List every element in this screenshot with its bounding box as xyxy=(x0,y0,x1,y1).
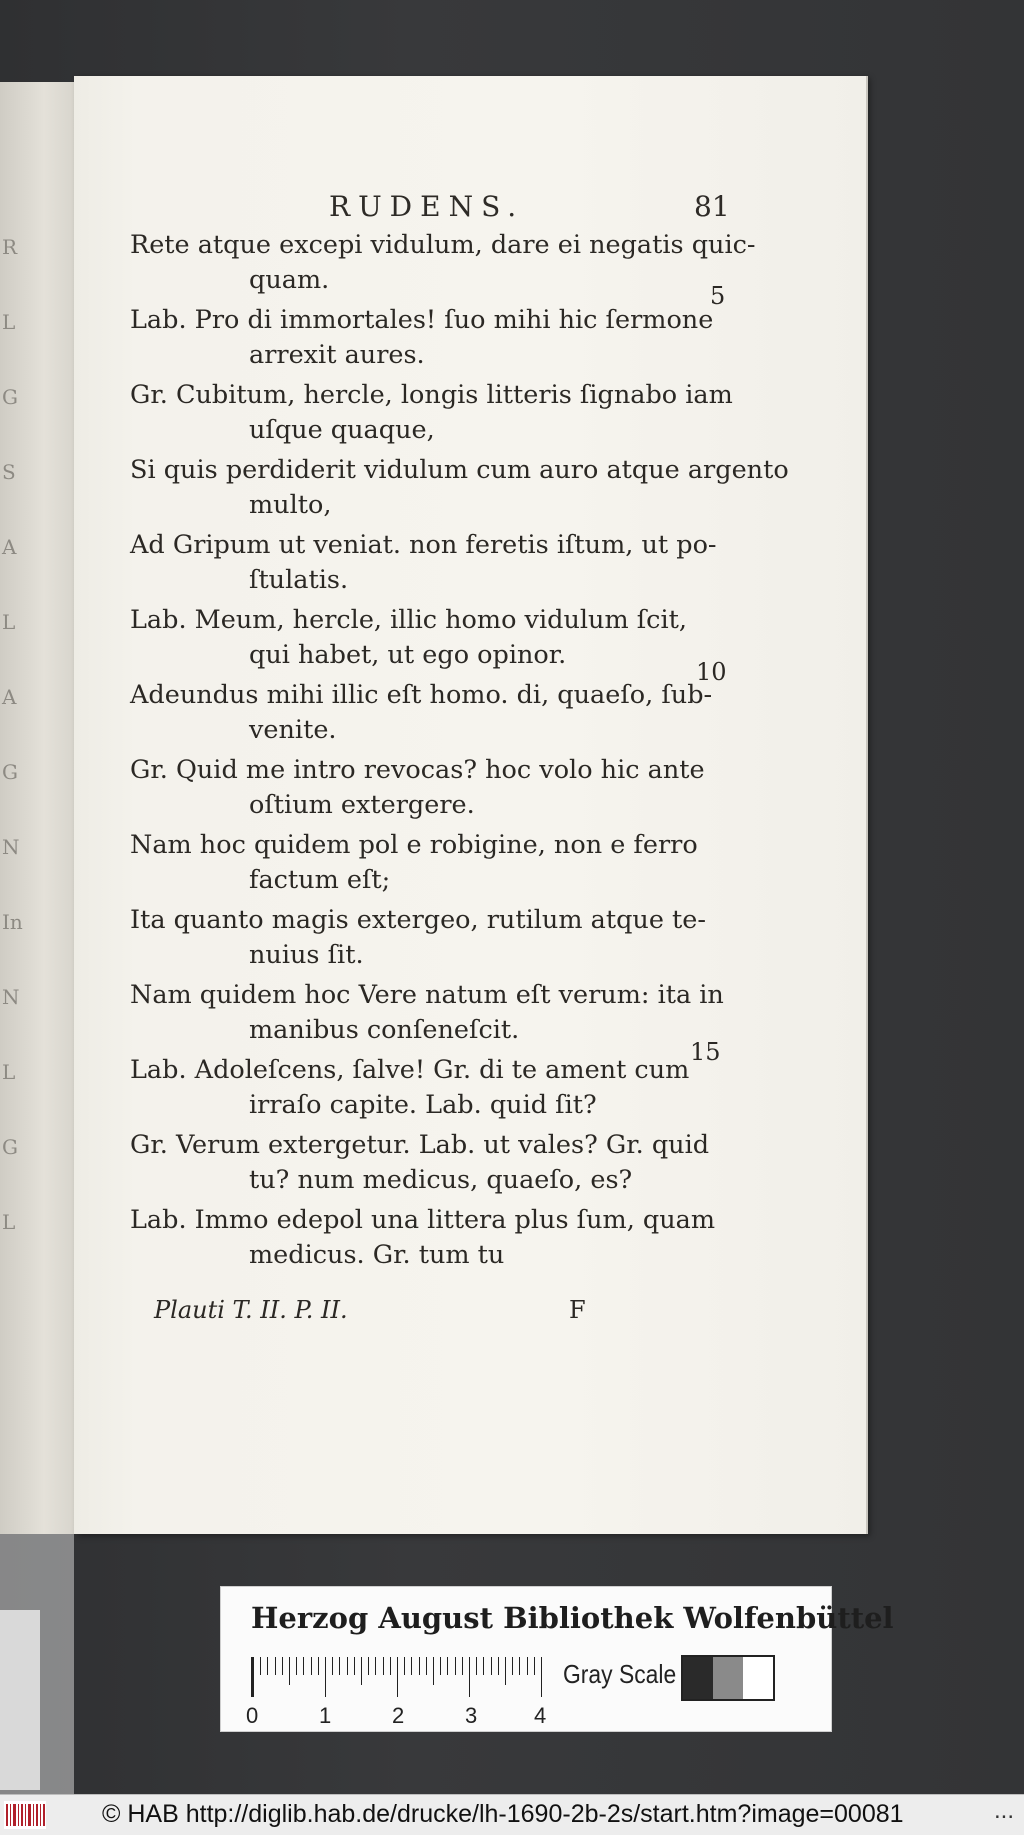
book-page xyxy=(74,76,866,1534)
ruler-tick xyxy=(469,1657,470,1697)
text-line: multo, xyxy=(249,490,332,520)
ruler-tick xyxy=(498,1657,499,1675)
ruler-tick xyxy=(347,1657,348,1675)
ruler-tick xyxy=(275,1657,276,1675)
edge-letter: L xyxy=(2,1210,16,1234)
gray-swatch xyxy=(713,1657,743,1699)
ruler-tick xyxy=(267,1657,268,1675)
printer-signature: Plauti T. II. P. II. xyxy=(154,1296,348,1324)
line-number: 10 xyxy=(696,658,727,686)
edge-letter: L xyxy=(2,1060,16,1084)
edge-letter: A xyxy=(2,685,17,709)
ruler-tick xyxy=(296,1657,297,1675)
ruler-tick xyxy=(361,1657,362,1685)
line-number: 15 xyxy=(690,1038,721,1066)
ruler-number: 4 xyxy=(534,1703,547,1728)
text-line: Lab. Meum, hercle, illic homo vidulum ſcit, xyxy=(130,605,687,635)
edge-letter: L xyxy=(2,610,16,634)
ruler-tick xyxy=(512,1657,513,1675)
ruler-tick xyxy=(426,1657,427,1675)
ruler-tick xyxy=(282,1657,283,1675)
viewer-footer xyxy=(0,1794,1024,1835)
gray-swatch xyxy=(743,1657,773,1699)
text-line: Nam hoc quidem pol e robigine, non e ferro xyxy=(130,830,698,860)
ruler-tick xyxy=(383,1657,384,1675)
signature-letter: F xyxy=(569,1296,586,1324)
ruler-tick xyxy=(339,1657,340,1675)
gray-scale-label: Gray Scale xyxy=(563,1659,677,1689)
edge-letter: G xyxy=(2,760,18,784)
ruler-tick xyxy=(519,1657,520,1675)
scale-ruler xyxy=(251,1657,543,1697)
text-line: Lab. Immo edepol una littera plus ſum, quam xyxy=(130,1205,716,1235)
text-line: medicus. Gr. tum tu xyxy=(249,1240,505,1270)
text-line: Gr. Quid me intro revocas? hoc volo hic ante xyxy=(130,755,705,785)
edge-letter: R xyxy=(2,235,18,259)
ruler-tick xyxy=(253,1657,254,1697)
text-line: quam. xyxy=(249,265,330,295)
ruler-tick xyxy=(375,1657,376,1675)
text-line: Adeundus mihi illic eſt homo. di, quaeſo, ſub- xyxy=(130,680,713,710)
edge-letter: G xyxy=(2,1135,18,1159)
running-head: RUDENS. xyxy=(329,190,525,223)
barcode-icon xyxy=(4,1801,46,1829)
text-line: Lab. Pro di immortales! ſuo mihi hic ſermone xyxy=(130,305,714,335)
ruler-tick xyxy=(411,1657,412,1675)
edge-letter: N xyxy=(2,835,20,859)
ruler-tick xyxy=(368,1657,369,1675)
text-line: Gr. Cubitum, hercle, longis litteris ſignabo iam xyxy=(130,380,733,410)
more-icon[interactable]: ... xyxy=(993,1797,1014,1824)
ruler-tick xyxy=(325,1657,326,1697)
gray-swatch xyxy=(683,1657,713,1699)
ruler-tick xyxy=(390,1657,391,1675)
ruler-tick xyxy=(419,1657,420,1675)
text-line: Ad Gripum ut veniat. non feretis iſtum, ut po- xyxy=(130,530,717,560)
gray-scale-swatches xyxy=(681,1655,775,1701)
edge-letter: A xyxy=(2,535,17,559)
library-label-card xyxy=(220,1586,894,1732)
ruler-tick xyxy=(491,1657,492,1675)
ruler-number: 2 xyxy=(392,1703,405,1728)
library-name: Herzog August Bibliothek Wolfenbüttel xyxy=(251,1601,894,1635)
text-line: oſtium extergere. xyxy=(249,790,475,820)
book-spine xyxy=(0,1610,40,1790)
text-line: tu? num medicus, quaeſo, es? xyxy=(249,1165,633,1195)
edge-letter: S xyxy=(2,460,16,484)
ruler-tick xyxy=(260,1657,261,1675)
edge-letter: N xyxy=(2,985,20,1009)
ruler-tick xyxy=(303,1657,304,1675)
ruler-tick xyxy=(440,1657,441,1675)
ruler-tick xyxy=(289,1657,290,1685)
text-line: uſque quaque, xyxy=(249,415,435,445)
ruler-tick xyxy=(505,1657,506,1685)
ruler-tick xyxy=(462,1657,463,1675)
ruler-tick xyxy=(476,1657,477,1675)
ruler-number: 0 xyxy=(246,1703,259,1728)
ruler-tick xyxy=(447,1657,448,1675)
page-number: 81 xyxy=(694,190,730,223)
text-line: Si quis perdiderit vidulum cum auro atque argento xyxy=(130,455,789,485)
text-line: manibus conſeneſcit. xyxy=(249,1015,520,1045)
ruler-tick xyxy=(404,1657,405,1675)
line-number: 5 xyxy=(710,282,726,310)
ruler-tick xyxy=(311,1657,312,1675)
ruler-tick xyxy=(483,1657,484,1675)
text-line: ſtulatis. xyxy=(249,565,349,595)
text-line: Lab. Adoleſcens, ſalve! Gr. di te ament cum xyxy=(130,1055,690,1085)
ruler-tick xyxy=(318,1657,319,1675)
ruler-number: 3 xyxy=(465,1703,478,1728)
left-page-edge xyxy=(0,82,76,1534)
text-line: factum eſt; xyxy=(249,865,391,895)
ruler-tick xyxy=(433,1657,434,1685)
text-line: Ita quanto magis extergeo, rutilum atque te- xyxy=(130,905,706,935)
text-line: arrexit aures. xyxy=(249,340,425,370)
edge-letter: G xyxy=(2,385,18,409)
text-line: Gr. Verum extergetur. Lab. ut vales? Gr. quid xyxy=(130,1130,710,1160)
text-line: nuius ſit. xyxy=(249,940,364,970)
ruler-tick xyxy=(354,1657,355,1675)
text-line: qui habet, ut ego opinor. xyxy=(249,640,567,670)
text-line: Rete atque excepi vidulum, dare ei negatis quic- xyxy=(130,230,756,260)
text-line: irraſo capite. Lab. quid ſit? xyxy=(249,1090,597,1120)
ruler-tick xyxy=(397,1657,398,1697)
edge-letter: L xyxy=(2,310,16,334)
ruler-tick xyxy=(541,1657,542,1697)
ruler-tick xyxy=(527,1657,528,1675)
text-line: Nam quidem hoc Vere natum eſt verum: ita in xyxy=(130,980,724,1010)
edge-letter: In xyxy=(2,910,23,934)
ruler-tick xyxy=(455,1657,456,1675)
ruler-tick xyxy=(534,1657,535,1675)
text-line: venite. xyxy=(249,715,337,745)
copyright-url[interactable]: © HAB http://diglib.hab.de/drucke/lh-1690-2b-2s/start.htm?image=00081 xyxy=(102,1800,904,1828)
ruler-number: 1 xyxy=(319,1703,332,1728)
ruler-tick xyxy=(332,1657,333,1675)
